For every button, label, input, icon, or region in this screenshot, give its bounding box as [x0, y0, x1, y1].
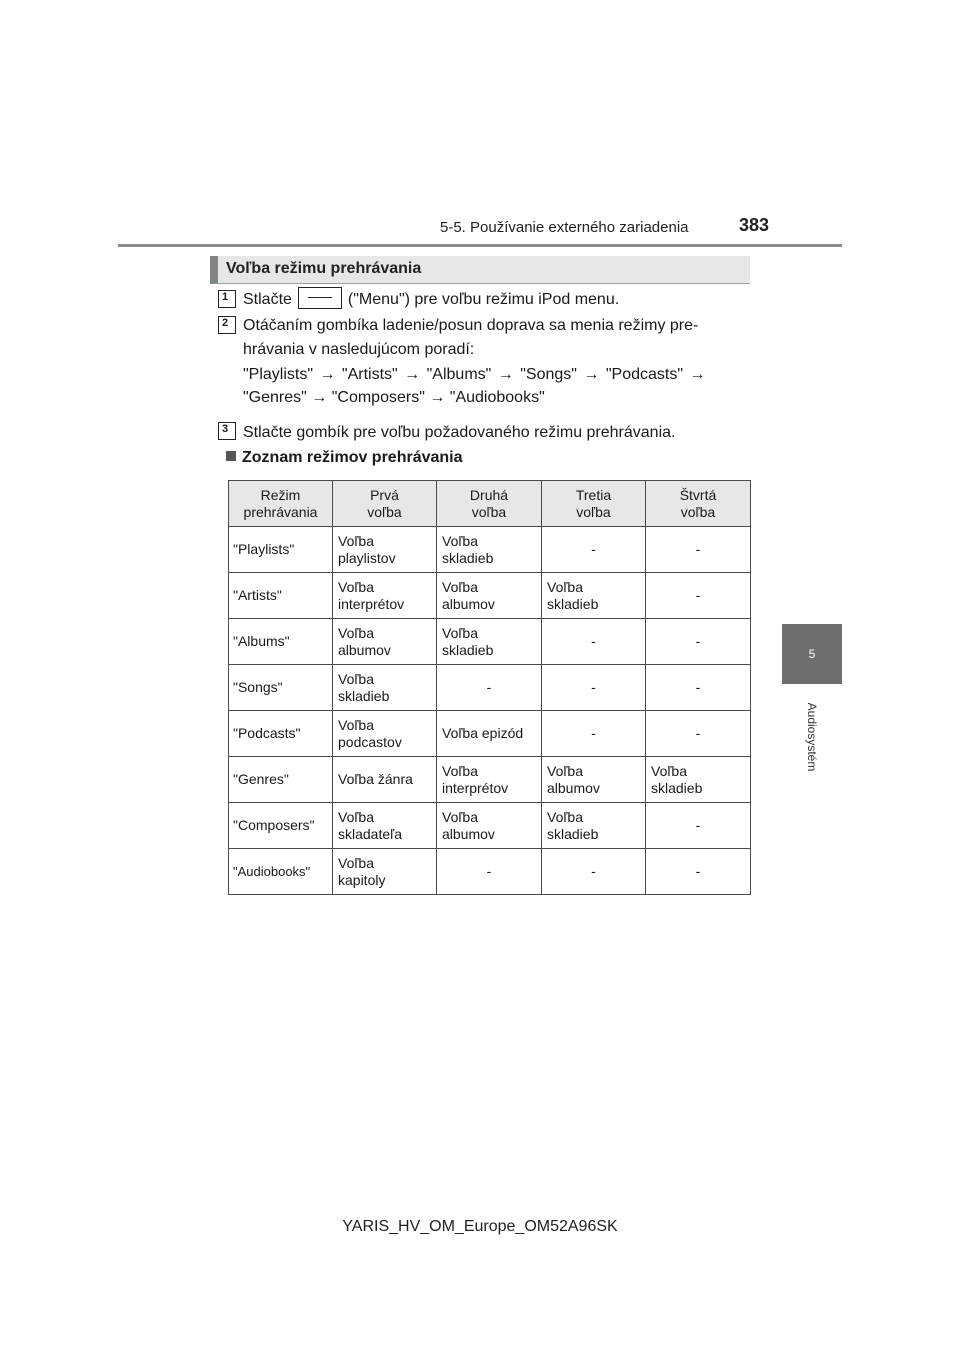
chapter-label: Audiosystém	[805, 702, 819, 772]
cell-text: albumov	[547, 779, 600, 796]
mode-name-cell	[229, 849, 333, 895]
cell-text: -	[695, 725, 701, 741]
cell-text: skladieb	[442, 549, 494, 566]
cell-text: Voľba	[338, 808, 375, 825]
cell-text: Voľba	[338, 716, 375, 733]
cell-text: Voľba	[651, 762, 688, 779]
document-code: YARIS_HV_OM_Europe_OM52A96SK	[342, 1218, 618, 1235]
cell-text: Prvá	[370, 486, 399, 503]
cell-text: voľba	[471, 503, 507, 520]
cell-text: voľba	[680, 503, 716, 520]
cell-text: -	[591, 633, 596, 649]
cell-text: Voľba	[547, 762, 584, 779]
cell-text: podcastov	[338, 733, 402, 750]
running-header-section: 5-5. Používanie externého zariadenia	[440, 219, 689, 236]
step-number-2: 2	[218, 316, 236, 334]
cell-text: Voľba	[547, 578, 584, 595]
table-header-row	[229, 481, 751, 527]
column-header	[437, 481, 542, 527]
cell-text: playlistov	[338, 549, 396, 566]
chapter-number: 5	[808, 647, 816, 661]
cell-text: skladieb	[651, 779, 703, 796]
cell-text: Voľba	[442, 624, 479, 641]
section-heading-text: Voľba režimu prehrávania	[226, 260, 422, 277]
selection-cell	[646, 665, 751, 711]
step-2-line-2: hrávania v nasledujúcom poradí:	[243, 341, 475, 358]
selection-cell	[646, 849, 751, 895]
selection-cell	[646, 757, 751, 803]
table-row	[229, 711, 751, 757]
cell-text: Voľba	[442, 762, 479, 779]
column-header	[333, 481, 437, 527]
cell-text: "Audiobooks"	[233, 864, 311, 879]
step-2-line-1: Otáčaním gombíka ladenie/posun doprava sa menia režimy pre-	[243, 317, 699, 334]
cell-text: -	[486, 863, 492, 879]
cell-text: "Genres"	[233, 771, 289, 787]
selection-cell	[646, 619, 751, 665]
page-number: 383	[739, 215, 770, 235]
cell-text: albumov	[442, 825, 495, 842]
cell-text: skladieb	[442, 641, 494, 658]
cell-text: albumov	[338, 641, 391, 658]
cell-text: albumov	[442, 595, 495, 612]
selection-cell	[333, 665, 437, 711]
cell-text: prehrávania	[243, 503, 318, 520]
cell-text: "Composers"	[233, 817, 315, 833]
cell-text: Voľba	[442, 532, 479, 549]
mode-name-cell	[229, 665, 333, 711]
mode-name-cell	[229, 803, 333, 849]
selection-cell	[542, 803, 646, 849]
cell-text: skladieb	[547, 595, 599, 612]
cell-text: -	[695, 679, 701, 695]
selection-cell	[542, 573, 646, 619]
cell-text: interprétov	[338, 595, 405, 612]
selection-cell	[542, 665, 646, 711]
cell-text: Voľba	[338, 854, 375, 871]
selection-cell	[437, 711, 542, 757]
cell-text: "Albums"	[233, 633, 290, 649]
column-header	[542, 481, 646, 527]
cell-text: "Podcasts"	[233, 725, 301, 741]
cell-text: skladieb	[547, 825, 599, 842]
selection-cell	[437, 573, 542, 619]
cell-text: Voľba	[338, 624, 375, 641]
cell-text: Voľba	[442, 808, 479, 825]
cell-text: -	[695, 863, 701, 879]
cell-text: skladateľa	[338, 825, 403, 842]
selection-cell	[542, 757, 646, 803]
cell-text: Voľba	[442, 578, 479, 595]
cell-text: Voľba	[547, 808, 584, 825]
selection-cell	[646, 573, 751, 619]
column-header	[646, 481, 751, 527]
mode-sequence-line-2: "Genres" → "Composers" → "Audiobooks"	[243, 389, 545, 406]
table-row	[229, 849, 751, 895]
cell-text: -	[591, 541, 596, 557]
selection-cell	[437, 619, 542, 665]
mode-name-cell	[229, 573, 333, 619]
selection-cell	[333, 711, 437, 757]
playback-modes-table	[228, 480, 751, 895]
cell-text: "Songs"	[233, 679, 283, 695]
selection-cell	[437, 757, 542, 803]
cell-text: voľba	[367, 503, 402, 520]
mode-name-cell	[229, 757, 333, 803]
cell-text: Režim	[260, 486, 301, 503]
column-header	[229, 481, 333, 527]
mode-name-cell	[229, 711, 333, 757]
chapter-tab	[782, 624, 842, 684]
step-number-3: 3	[218, 422, 236, 440]
table-row	[229, 619, 751, 665]
cell-text: Štvrtá	[679, 486, 717, 503]
selection-cell	[646, 527, 751, 573]
cell-text: interprétov	[442, 779, 509, 796]
table-row	[229, 757, 751, 803]
selection-cell	[437, 849, 542, 895]
table-subheading	[226, 449, 463, 467]
table-row	[229, 665, 751, 711]
table-row	[229, 573, 751, 619]
cell-text: "Playlists"	[233, 541, 295, 557]
cell-text: voľba	[576, 503, 611, 520]
selection-cell	[333, 527, 437, 573]
square-bullet-icon	[226, 451, 236, 461]
cell-text: skladieb	[338, 687, 390, 704]
table-row	[229, 527, 751, 573]
selection-cell	[437, 527, 542, 573]
selection-cell	[437, 803, 542, 849]
selection-cell	[437, 665, 542, 711]
mode-sequence-line-1: "Playlists" → "Artists" → "Albums" → "Songs" → "Podcasts" →	[243, 366, 706, 383]
cell-text: Voľba epizód	[442, 725, 524, 741]
selection-cell	[542, 711, 646, 757]
menu-button-icon	[298, 287, 342, 309]
section-heading	[210, 256, 750, 284]
cell-text: Tretia	[575, 486, 612, 503]
table-body	[229, 527, 751, 895]
cell-text: -	[591, 679, 596, 695]
step-1-post: ("Menu") pre voľbu režimu iPod menu.	[347, 291, 620, 308]
step-number-1: 1	[218, 290, 236, 308]
cell-text: -	[695, 633, 701, 649]
selection-cell	[542, 619, 646, 665]
cell-text: -	[591, 863, 596, 879]
cell-text: -	[695, 541, 701, 557]
selection-cell	[333, 619, 437, 665]
cell-text: Druhá	[469, 486, 509, 503]
table-subheading-text: Zoznam režimov prehrávania	[242, 449, 463, 466]
cell-text: -	[591, 725, 596, 741]
cell-text: -	[486, 679, 492, 695]
header-rule	[118, 244, 842, 247]
selection-cell	[333, 757, 437, 803]
selection-cell	[542, 527, 646, 573]
cell-text: -	[695, 587, 701, 603]
cell-text: Voľba	[338, 532, 375, 549]
step-1-pre: Stlačte	[243, 291, 292, 308]
selection-cell	[542, 849, 646, 895]
cell-text: kapitoly	[338, 871, 386, 888]
cell-text: -	[695, 817, 701, 833]
selection-cell	[333, 849, 437, 895]
step-1-text	[243, 288, 619, 312]
table-row	[229, 803, 751, 849]
selection-cell	[333, 803, 437, 849]
selection-cell	[646, 711, 751, 757]
step-3-text: Stlačte gombík pre voľbu požadovaného režimu prehrávania.	[243, 424, 676, 441]
cell-text: "Artists"	[233, 587, 282, 603]
mode-name-cell	[229, 619, 333, 665]
cell-text: Voľba žánra	[338, 771, 413, 787]
selection-cell	[646, 803, 751, 849]
selection-cell	[333, 573, 437, 619]
cell-text: Voľba	[338, 670, 375, 687]
mode-name-cell	[229, 527, 333, 573]
cell-text: Voľba	[338, 578, 375, 595]
